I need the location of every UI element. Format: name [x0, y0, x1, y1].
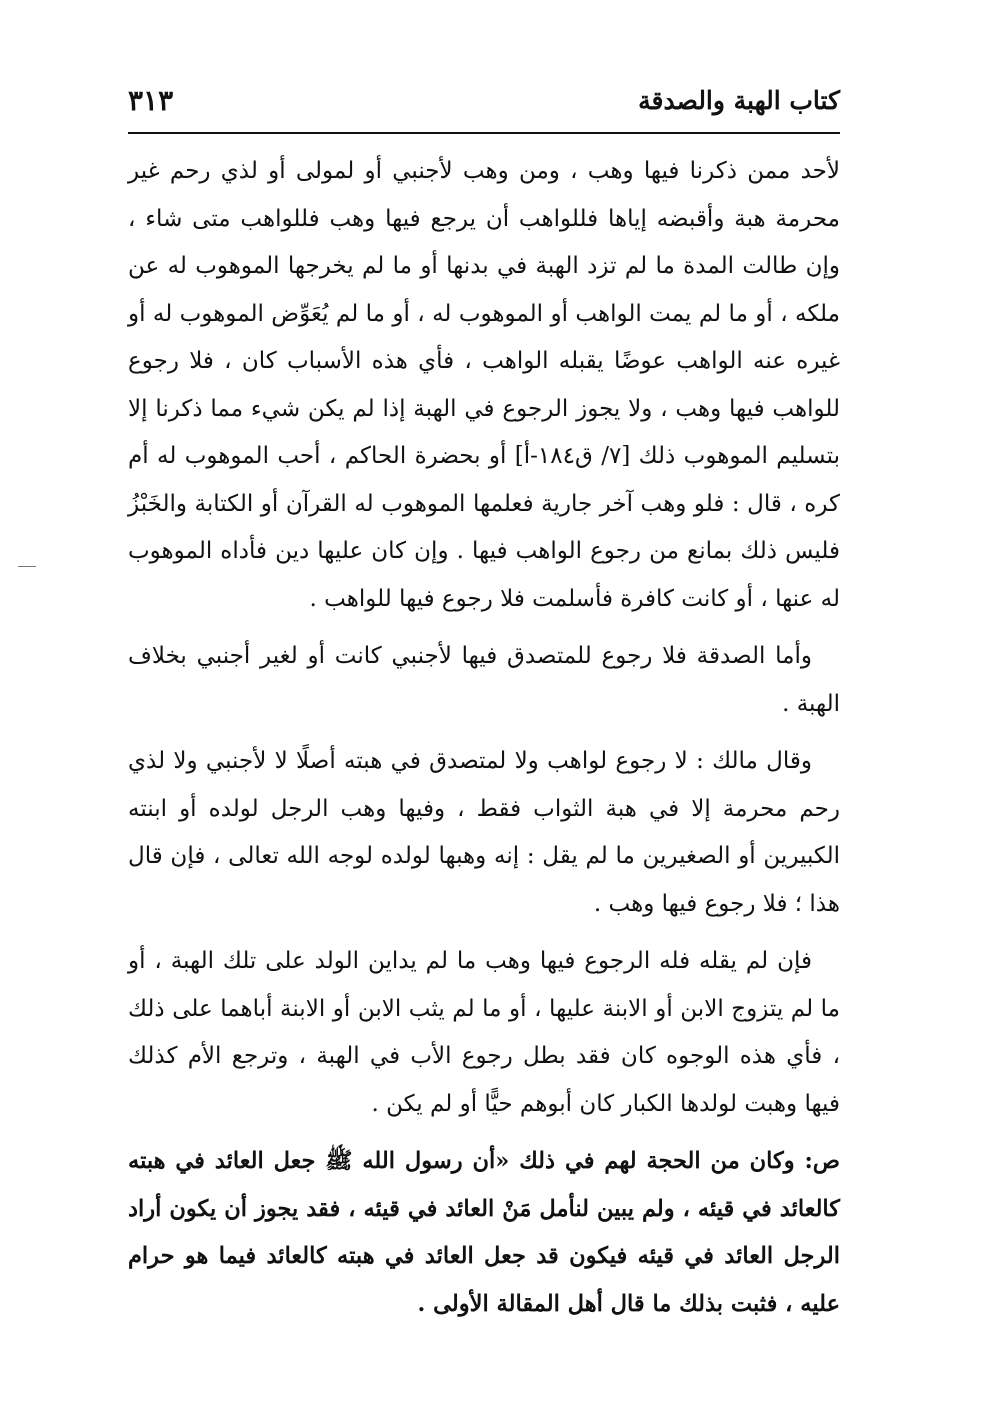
commentary-paragraph: ص: وكان من الحجة لهم في ذلك «أن رسول الله ﷺ جعل العائد في هبته كالعائد في قيئه ، ولم يبين لنأمل مَنْ العائد في قيئه ، فقد يجوز أن يكون أراد الرجل العائد في قيئه فيكون قد جعل العائد في هبته كالعائد فيما هو حرام عليه ، فثبت بذلك ما قال أهل المقالة الأولى . — [128, 1148, 840, 1317]
page-number: ٣١٣ — [128, 84, 174, 117]
paragraph: وأما الصدقة فلا رجوع للمتصدق فيها لأجنبي كانت أو لغير أجنبي بخلاف الهبة . — [128, 643, 840, 717]
paragraph: وقال مالك : لا رجوع لواهب ولا لمتصدق في هبته أصلًا لا لأجنبي ولا لذي رحم محرمة إلا في هبة الثواب فقط ، وفيها وهب الرجل لولده أو ابنته الكبيرين أو الصغيرين ما لم يقل : إنه وهبها لولده لوجه الله تعالى ، فإن قال هذا ؛ فلا رجوع فيها وهب . — [128, 748, 840, 917]
margin-mark — [18, 566, 36, 567]
paragraph: لأحد ممن ذكرنا فيها وهب ، ومن وهب لأجنبي أو لمولى أو لذي رحم غير محرمة هبة وأقبضه إياها فللواهب أن يرجع فيها وهب فللواهب متى شاء ، وإن طالت المدة ما لم تزد الهبة في بدنها أو ما لم يخرجها الموهوب له عن ملكه ، أو ما لم يمت الواهب أو الموهوب له ، أو ما لم يُعَوِّض الموهوب له أو غيره عنه الواهب عوضًا يقبله الواهب ، فأي هذه الأسباب كان ، فلا رجوع للواهب فيها وهب ، ولا يجوز الرجوع في الهبة إذا لم يكن شيء مما ذكرنا إلا بتسليم الموهوب ذلك [٧/ ق١٨٤-أ] أو بحضرة الحاكم ، أحب الموهوب له أم كره ، قال : فلو وهب آخر جارية فعلمها الموهوب له القرآن أو الكتابة والخَبْزُ فليس ذلك بمانع من رجوع الواهب فيها . وإن كان عليها دين فأداه الموهوب له عنها ، أو كانت كافرة فأسلمت فلا رجوع فيها للواهب . — [128, 158, 841, 612]
paragraph: فإن لم يقله فله الرجوع فيها وهب ما لم يداين الولد على تلك الهبة ، أو ما لم يتزوج الابن أو الابنة عليها ، أو ما لم يثب الابن أو الابنة أباهما على ذلك ، فأي هذه الوجوه كان فقد بطل رجوع الأب في الهبة ، وترجع الأم كذلك فيها وهبت لولدها الكبار كان أبوهم حيًّا أو لم يكن . — [128, 948, 840, 1117]
page-header — [128, 80, 840, 134]
page-body — [128, 148, 840, 1328]
document-page — [128, 80, 840, 1328]
chapter-title: كتاب الهبة والصدقة — [638, 86, 840, 115]
